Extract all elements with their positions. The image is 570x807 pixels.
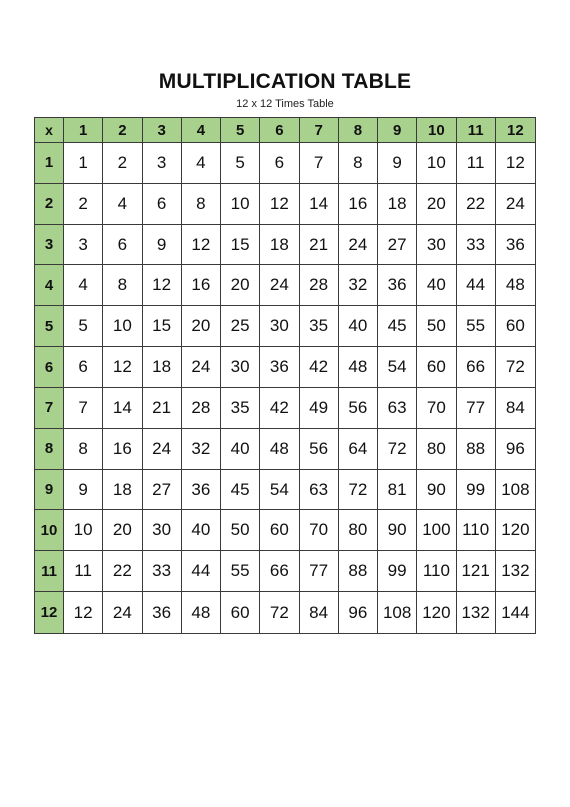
table-cell: 7 [300, 143, 339, 184]
table-cell: 44 [457, 265, 496, 306]
table-cell: 14 [300, 184, 339, 225]
column-header: 6 [260, 118, 299, 143]
table-cell: 45 [221, 470, 260, 511]
table-cell: 99 [457, 470, 496, 511]
table-cell: 10 [64, 510, 103, 551]
page-title: MULTIPLICATION TABLE [158, 70, 412, 93]
table-cell: 12 [143, 265, 182, 306]
table-cell: 5 [221, 143, 260, 184]
table-cell: 63 [300, 470, 339, 511]
table-cell: 6 [143, 184, 182, 225]
table-cell: 88 [339, 551, 378, 592]
multiplication-table [34, 117, 536, 634]
table-cell: 36 [378, 265, 417, 306]
row-header: 9 [35, 470, 64, 511]
column-header: 10 [417, 118, 456, 143]
table-cell: 33 [457, 225, 496, 266]
row-header: 11 [35, 551, 64, 592]
table-cell: 40 [339, 306, 378, 347]
table-cell: 18 [378, 184, 417, 225]
table-cell: 24 [496, 184, 535, 225]
row-header: 7 [35, 388, 64, 429]
column-header: 9 [378, 118, 417, 143]
table-cell: 27 [143, 470, 182, 511]
table-cell: 21 [300, 225, 339, 266]
row-header: 3 [35, 225, 64, 266]
table-cell: 8 [339, 143, 378, 184]
table-cell: 55 [221, 551, 260, 592]
table-cell: 77 [457, 388, 496, 429]
table-cell: 24 [260, 265, 299, 306]
table-cell: 18 [103, 470, 142, 511]
table-cell: 54 [260, 470, 299, 511]
table-cell: 15 [143, 306, 182, 347]
table-cell: 10 [221, 184, 260, 225]
table-cell: 30 [221, 347, 260, 388]
column-header: 3 [143, 118, 182, 143]
table-cell: 100 [417, 510, 456, 551]
table-cell: 120 [496, 510, 535, 551]
table-cell: 33 [143, 551, 182, 592]
table-cell: 121 [457, 551, 496, 592]
table-cell: 66 [260, 551, 299, 592]
table-cell: 8 [103, 265, 142, 306]
table-cell: 1 [64, 143, 103, 184]
table-cell: 36 [182, 470, 221, 511]
table-cell: 84 [300, 592, 339, 633]
table-cell: 110 [457, 510, 496, 551]
table-cell: 12 [64, 592, 103, 633]
table-cell: 3 [64, 225, 103, 266]
page-subtitle: 12 x 12 Times Table [236, 98, 334, 110]
table-cell: 96 [339, 592, 378, 633]
table-cell: 48 [182, 592, 221, 633]
table-cell: 6 [64, 347, 103, 388]
table-cell: 21 [143, 388, 182, 429]
table-cell: 66 [457, 347, 496, 388]
row-header: 8 [35, 429, 64, 470]
table-cell: 32 [339, 265, 378, 306]
table-cell: 8 [182, 184, 221, 225]
table-cell: 48 [496, 265, 535, 306]
table-cell: 18 [143, 347, 182, 388]
table-cell: 12 [103, 347, 142, 388]
table-cell: 30 [417, 225, 456, 266]
table-cell: 7 [64, 388, 103, 429]
table-cell: 35 [300, 306, 339, 347]
table-cell: 27 [378, 225, 417, 266]
table-cell: 5 [64, 306, 103, 347]
row-header: 4 [35, 265, 64, 306]
column-header: 11 [457, 118, 496, 143]
table-cell: 40 [221, 429, 260, 470]
table-cell: 90 [417, 470, 456, 511]
column-header: 8 [339, 118, 378, 143]
table-cell: 60 [417, 347, 456, 388]
table-cell: 4 [182, 143, 221, 184]
table-cell: 108 [496, 470, 535, 511]
column-header: 12 [496, 118, 535, 143]
table-cell: 80 [339, 510, 378, 551]
table-cell: 44 [182, 551, 221, 592]
table-cell: 70 [300, 510, 339, 551]
table-cell: 81 [378, 470, 417, 511]
table-cell: 132 [496, 551, 535, 592]
column-header: 7 [300, 118, 339, 143]
table-cell: 77 [300, 551, 339, 592]
table-cell: 60 [260, 510, 299, 551]
table-cell: 88 [457, 429, 496, 470]
table-cell: 50 [417, 306, 456, 347]
table-cell: 56 [300, 429, 339, 470]
table-cell: 9 [143, 225, 182, 266]
table-cell: 72 [378, 429, 417, 470]
table-cell: 108 [378, 592, 417, 633]
table-cell: 22 [457, 184, 496, 225]
table-cell: 3 [143, 143, 182, 184]
table-cell: 22 [103, 551, 142, 592]
table-cell: 120 [417, 592, 456, 633]
table-cell: 49 [300, 388, 339, 429]
table-cell: 48 [339, 347, 378, 388]
table-cell: 8 [64, 429, 103, 470]
table-cell: 4 [64, 265, 103, 306]
table-cell: 20 [221, 265, 260, 306]
table-cell: 132 [457, 592, 496, 633]
column-header: 1 [64, 118, 103, 143]
table-cell: 84 [496, 388, 535, 429]
table-cell: 15 [221, 225, 260, 266]
table-cell: 45 [378, 306, 417, 347]
table-cell: 42 [300, 347, 339, 388]
table-cell: 40 [417, 265, 456, 306]
table-cell: 36 [496, 225, 535, 266]
table-cell: 24 [143, 429, 182, 470]
table-cell: 48 [260, 429, 299, 470]
column-header: 5 [221, 118, 260, 143]
table-cell: 60 [221, 592, 260, 633]
table-cell: 50 [221, 510, 260, 551]
table-cell: 40 [182, 510, 221, 551]
row-header: 6 [35, 347, 64, 388]
table-cell: 56 [339, 388, 378, 429]
table-cell: 72 [260, 592, 299, 633]
table-cell: 6 [260, 143, 299, 184]
table-cell: 144 [496, 592, 535, 633]
table-cell: 20 [417, 184, 456, 225]
table-cell: 16 [103, 429, 142, 470]
table-cell: 4 [103, 184, 142, 225]
table-cell: 80 [417, 429, 456, 470]
table-cell: 20 [182, 306, 221, 347]
table-cell: 24 [339, 225, 378, 266]
table-cell: 60 [496, 306, 535, 347]
table-cell: 54 [378, 347, 417, 388]
table-cell: 28 [182, 388, 221, 429]
table-cell: 90 [378, 510, 417, 551]
table-cell: 72 [339, 470, 378, 511]
row-header: 1 [35, 143, 64, 184]
table-cell: 110 [417, 551, 456, 592]
table-cell: 32 [182, 429, 221, 470]
table-cell: 72 [496, 347, 535, 388]
table-cell: 12 [182, 225, 221, 266]
table-cell: 35 [221, 388, 260, 429]
table-cell: 24 [103, 592, 142, 633]
table-cell: 14 [103, 388, 142, 429]
table-cell: 30 [260, 306, 299, 347]
table-cell: 36 [143, 592, 182, 633]
table-cell: 2 [103, 143, 142, 184]
table-cell: 16 [339, 184, 378, 225]
table-cell: 30 [143, 510, 182, 551]
column-header: 2 [103, 118, 142, 143]
table-cell: 36 [260, 347, 299, 388]
row-header: 2 [35, 184, 64, 225]
table-cell: 11 [64, 551, 103, 592]
table-cell: 9 [378, 143, 417, 184]
table-cell: 18 [260, 225, 299, 266]
row-header: 5 [35, 306, 64, 347]
table-cell: 63 [378, 388, 417, 429]
table-cell: 96 [496, 429, 535, 470]
table-cell: 10 [103, 306, 142, 347]
table-cell: 6 [103, 225, 142, 266]
table-cell: 2 [64, 184, 103, 225]
table-cell: 42 [260, 388, 299, 429]
table-cell: 10 [417, 143, 456, 184]
table-cell: 11 [457, 143, 496, 184]
column-header: 4 [182, 118, 221, 143]
table-cell: 28 [300, 265, 339, 306]
row-header: 12 [35, 592, 64, 633]
table-cell: 12 [496, 143, 535, 184]
table-cell: 70 [417, 388, 456, 429]
table-cell: 64 [339, 429, 378, 470]
table-cell: 99 [378, 551, 417, 592]
row-header: 10 [35, 510, 64, 551]
table-cell: 20 [103, 510, 142, 551]
table-cell: 24 [182, 347, 221, 388]
table-cell: 12 [260, 184, 299, 225]
table-cell: 16 [182, 265, 221, 306]
table-cell: 9 [64, 470, 103, 511]
table-cell: 25 [221, 306, 260, 347]
table-cell: 55 [457, 306, 496, 347]
table-corner-cell: x [35, 118, 64, 143]
